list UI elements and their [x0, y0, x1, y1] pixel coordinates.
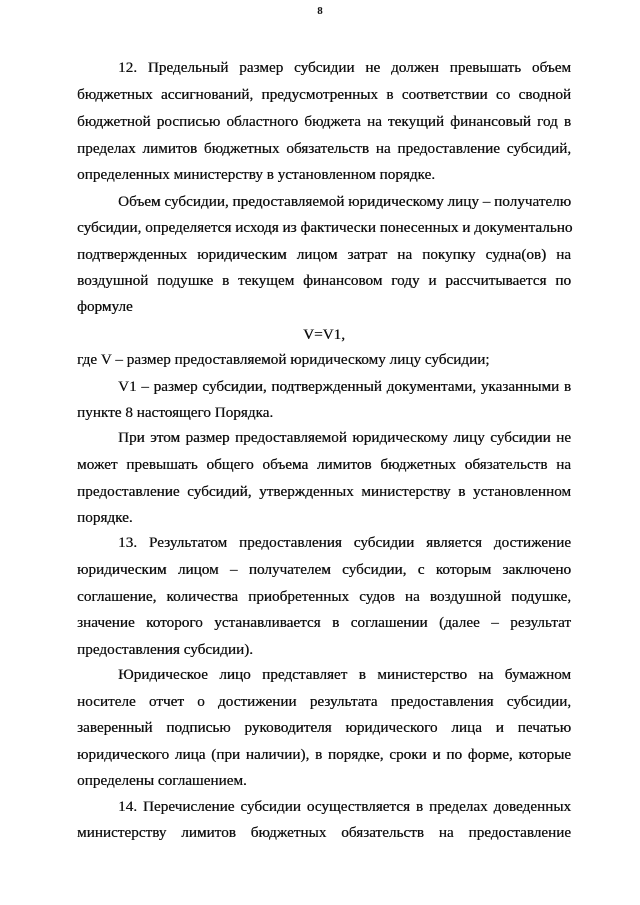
paragraph-line: юридическим лицом – получателем субсидии, с которым заключено: [77, 561, 571, 578]
paragraph-line: 14. Перечисление субсидии осуществляется в пределах доведенных: [118, 798, 571, 815]
paragraph-line: заверенный подписью руководителя юридического лица и печатью: [77, 719, 571, 736]
formula: V=V1,: [303, 326, 345, 343]
paragraph-line: бюджетных ассигнований, предусмотренных в соответствии со сводной: [77, 86, 571, 103]
paragraph-line: предоставления субсидии).: [77, 641, 253, 658]
paragraph-line: бюджетной росписью областного бюджета на текущий финансовый год в: [77, 113, 571, 130]
paragraph-line: формуле: [77, 298, 133, 315]
paragraph-line: 13. Результатом предоставления субсидии является достижение: [118, 534, 571, 551]
paragraph-line: определены соглашением.: [77, 772, 247, 789]
paragraph-line: При этом размер предоставляемой юридическому лицу субсидии не: [118, 429, 571, 446]
paragraph-line: носителе отчет о достижении результата предоставления субсидии,: [77, 693, 571, 710]
paragraph-line: воздушной подушке в текущем финансовом году и рассчитывается по: [77, 272, 571, 289]
page-number: 8: [317, 5, 323, 17]
paragraph-line: порядке.: [77, 509, 133, 526]
paragraph-line: юридического лица (при наличии), в порядке, сроки и по форме, которые: [77, 746, 571, 763]
paragraph-line: пункте 8 настоящего Порядка.: [77, 404, 274, 421]
paragraph-line: V1 – размер субсидии, подтвержденный документами, указанными в: [118, 378, 571, 395]
paragraph-line: Юридическое лицо представляет в министерство на бумажном: [118, 666, 571, 683]
paragraph-line: министерству лимитов бюджетных обязательств на предоставление: [77, 824, 571, 841]
paragraph-line: предоставление субсидий, утвержденных министерству в установленном: [77, 483, 571, 500]
paragraph-line: субсидии, определяется исходя из фактически понесенных и документально: [77, 219, 573, 236]
paragraph-line: где V – размер предоставляемой юридическому лицу субсидии;: [77, 351, 490, 368]
paragraph-line: определенных министерству в установленном порядке.: [77, 166, 436, 183]
paragraph-line: значение которого устанавливается в соглашении (далее – результат: [77, 614, 571, 631]
paragraph-line: подтвержденных юридическим лицом затрат на покупку судна(ов) на: [77, 246, 571, 263]
paragraph-line: может превышать общего объема лимитов бюджетных обязательств на: [77, 456, 571, 473]
paragraph-line: пределах лимитов бюджетных обязательств на предоставление субсидий,: [77, 140, 571, 157]
paragraph-line: Объем субсидии, предоставляемой юридическому лицу – получателю: [118, 193, 572, 210]
paragraph-line: соглашение, количества приобретенных судов на воздушной подушке,: [77, 588, 571, 605]
paragraph-line: 12. Предельный размер субсидии не должен превышать объем: [118, 59, 571, 76]
